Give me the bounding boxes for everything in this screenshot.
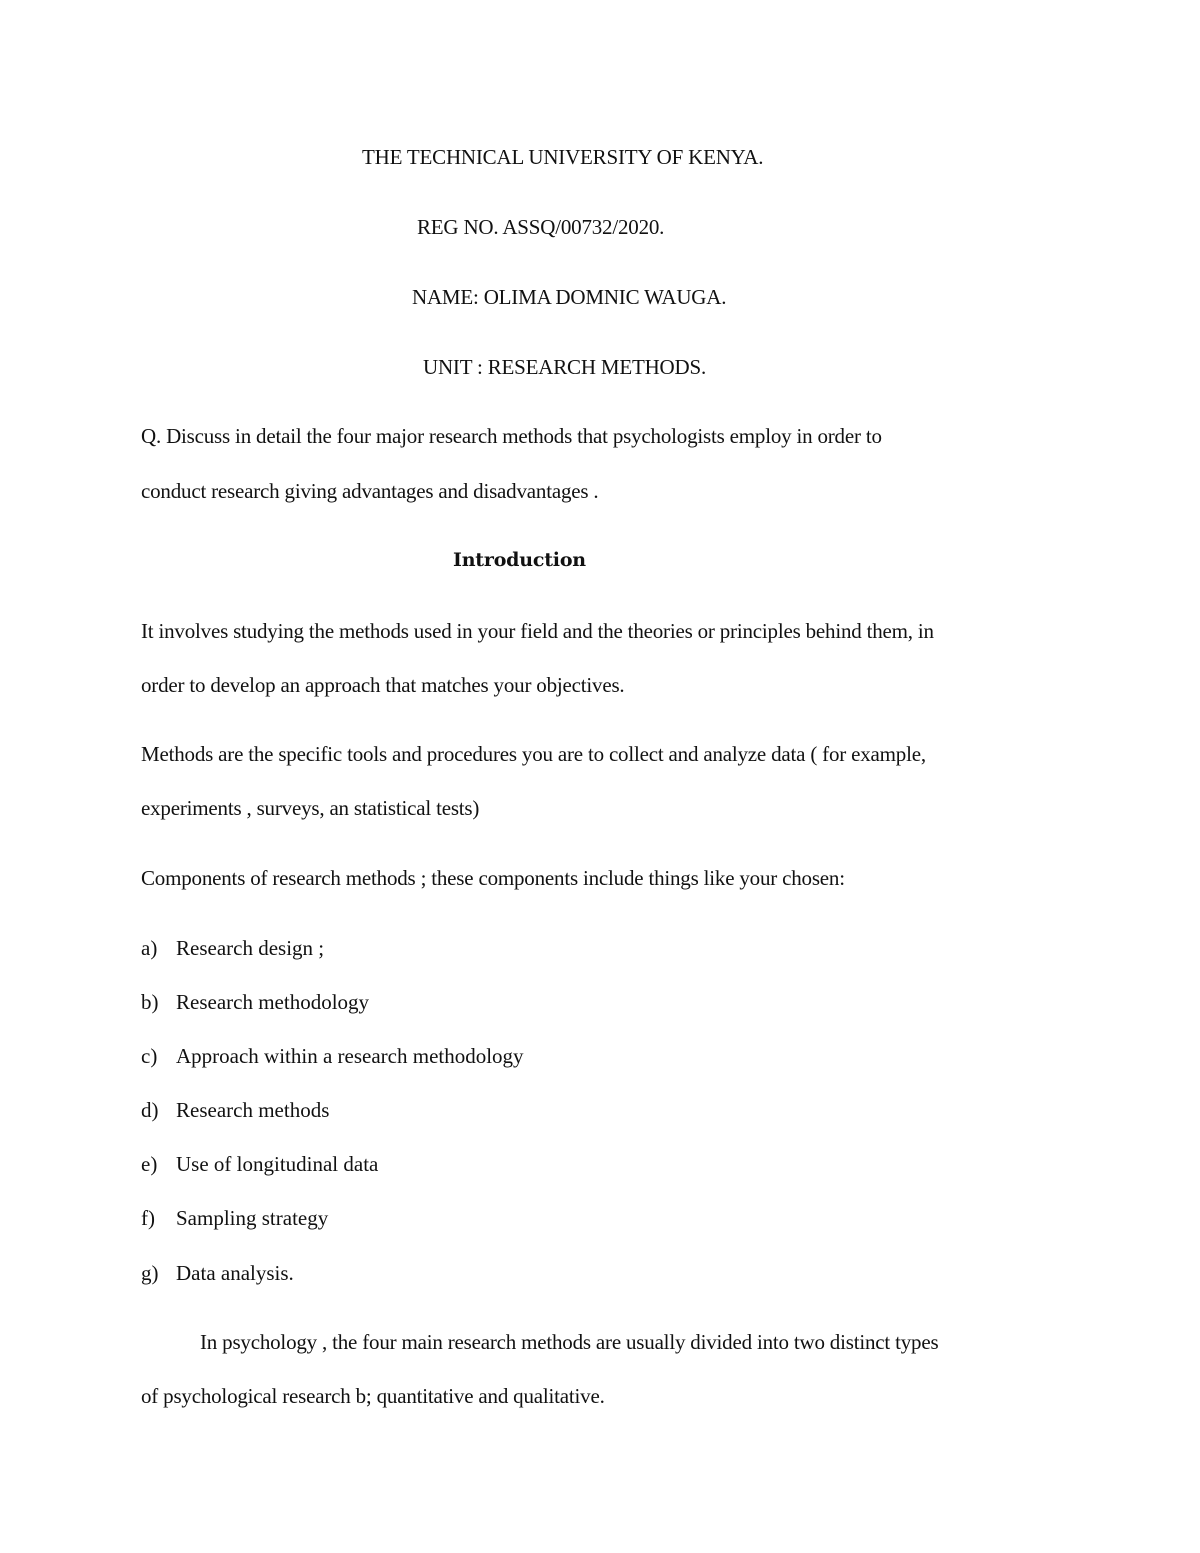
list-marker: c) (141, 1044, 158, 1068)
list-marker: f) (141, 1206, 155, 1230)
closing-line-1: In psychology , the four main research methods are usually divided into two distinct types (200, 1330, 939, 1354)
intro-para1-line2: order to develop an approach that matches your objectives. (141, 673, 625, 697)
list-item (141, 1044, 524, 1068)
intro-para2-line1: Methods are the specific tools and procedures you are to collect and analyze data ( for example, (141, 742, 926, 766)
list-item-text: Data analysis. (176, 1261, 294, 1285)
list-marker: a) (141, 936, 158, 960)
list-marker: b) (141, 990, 159, 1014)
list-item (141, 1261, 294, 1285)
list-item-text: Sampling strategy (176, 1206, 329, 1230)
student-name: NAME: OLIMA DOMNIC WAUGA. (412, 285, 727, 309)
unit-title: UNIT : RESEARCH METHODS. (423, 355, 706, 379)
list-marker: g) (141, 1261, 159, 1285)
list-item-text: Approach within a research methodology (176, 1044, 524, 1068)
university-title: THE TECHNICAL UNIVERSITY OF KENYA. (362, 145, 764, 169)
question-line-1: Q. Discuss in detail the four major research methods that psychologists employ in order to (141, 424, 882, 448)
intro-para2-line2: experiments , surveys, an statistical tests) (141, 796, 480, 820)
question-line-2: conduct research giving advantages and disadvantages . (141, 479, 599, 503)
list-item (141, 1206, 328, 1230)
list-item (141, 1098, 329, 1122)
list-item-text: Research methods (176, 1098, 330, 1122)
list-marker: d) (141, 1098, 159, 1122)
list-marker: e) (141, 1152, 158, 1176)
intro-para1-line1: It involves studying the methods used in your field and the theories or principles behind them, in (141, 619, 934, 643)
list-item-text: Research methodology (176, 990, 370, 1014)
closing-line-2: of psychological research b; quantitative and qualitative. (141, 1384, 605, 1408)
intro-para3: Components of research methods ; these components include things like your chosen: (141, 866, 845, 890)
list-item (141, 1152, 378, 1176)
introduction-heading: Introduction (453, 549, 586, 571)
list-item (141, 936, 324, 960)
list-item-text: Use of longitudinal data (176, 1152, 379, 1176)
list-item-text: Research design ; (176, 936, 325, 960)
list-item (141, 990, 369, 1014)
reg-number: REG NO. ASSQ/00732/2020. (417, 215, 665, 239)
